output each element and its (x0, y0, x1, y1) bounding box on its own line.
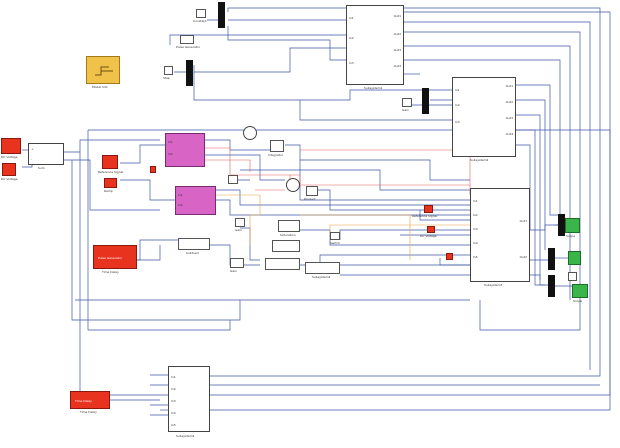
step-label-top: Step (163, 76, 170, 80)
gain-block-right[interactable] (568, 272, 577, 281)
small-red-block-1[interactable] (150, 166, 156, 173)
dc-voltage-label-right: DC Voltage (420, 234, 437, 238)
subsystem-2-block[interactable]: In1 In2 In3 Out1 Out2 Out3 Out4 (452, 77, 516, 157)
constant-block-mid[interactable] (228, 175, 238, 184)
gain-label-lower: Gain (230, 269, 237, 273)
step-label-red: Reference Signal (98, 170, 124, 174)
subsystem-small-block-1[interactable] (272, 240, 300, 252)
pulse-generator-block-red[interactable]: Pulse Generator (93, 245, 137, 269)
pulse-generator-block[interactable] (180, 35, 194, 44)
ramp-block-red[interactable] (104, 178, 117, 188)
small-red-block-2[interactable] (424, 205, 433, 213)
model-info-label: Model Info (92, 85, 108, 89)
pid-controller-block-2[interactable]: In1 In2 (175, 186, 216, 215)
subsystem-3-block[interactable]: In1 In2 In3 In4 In5 Out1 Out2 (470, 188, 530, 282)
mux-block-6[interactable] (548, 275, 555, 297)
subsystem-2-label: Subsystem2 (470, 158, 489, 162)
dc-voltage-block-2[interactable] (2, 163, 16, 176)
mux-block-4[interactable] (558, 214, 565, 236)
constant-block-top[interactable] (196, 9, 206, 18)
time-delay-label-upper: Time Delay (102, 270, 119, 274)
subsystem-1-label: Subsystem1 (364, 86, 383, 90)
gain-label-mid: Gain (402, 108, 409, 112)
subsystem-3-label: Subsystem3 (484, 283, 503, 287)
step-block-red[interactable] (102, 155, 118, 169)
small-red-block-4[interactable] (446, 253, 453, 260)
pulse-generator-label: Pulse Generator (176, 45, 201, 49)
dc-voltage-label-1: DC Voltage (1, 155, 18, 159)
subsystem-4-block[interactable]: In1 In2 In3 In4 In5 (168, 366, 210, 432)
mux-block-2[interactable] (186, 60, 193, 86)
scope-block-2[interactable] (568, 251, 581, 265)
product-label: Product (304, 197, 316, 201)
model-info-block[interactable] (86, 56, 120, 84)
sum-label-left: Sum (38, 166, 45, 170)
sum-circle-block-2[interactable] (286, 178, 300, 192)
switch-label: Switch (330, 241, 340, 245)
scope-block-1[interactable] (565, 218, 580, 233)
scope-block-3[interactable] (572, 284, 588, 298)
gain-label-small: Gain (235, 228, 242, 232)
integrator-block[interactable] (270, 140, 284, 152)
saturation-label: Saturation (280, 233, 296, 237)
integrator-label: Integrator (268, 153, 284, 157)
time-delay-label: Time Delay (80, 410, 97, 414)
small-red-block-3[interactable] (427, 226, 435, 233)
reference-signal-label-right: Reference Signal (412, 214, 438, 218)
dc-voltage-block-1[interactable] (1, 138, 21, 154)
sum-block-left[interactable]: + - (28, 143, 64, 165)
subsystem-small-label: Subsystem4 (312, 275, 331, 279)
subtract-label: Subtract (186, 251, 199, 255)
time-delay-block[interactable]: Time Delay (70, 391, 110, 409)
sum-circle-block-1[interactable] (243, 126, 257, 140)
mux-block-1[interactable] (218, 2, 225, 28)
mux-block-5[interactable] (548, 248, 555, 270)
subsystem-small-block-2[interactable] (265, 258, 300, 270)
model-info-icon (87, 57, 121, 85)
gain-block-small[interactable] (235, 218, 245, 227)
ramp-label-red: Ramp (104, 189, 113, 193)
subsystem-4-label: Subsystem4 (176, 434, 195, 438)
dc-voltage-label-2: DC Voltage (1, 177, 18, 181)
scope-label-3: Scope (573, 299, 583, 303)
constant-label-top: Constant (193, 19, 207, 23)
switch-block[interactable] (330, 232, 340, 240)
scope-label-1: Scope (566, 234, 576, 238)
pid-controller-block-1[interactable]: In1 In2 (165, 133, 205, 167)
saturation-block[interactable] (278, 220, 300, 232)
mux-block-3[interactable] (422, 88, 429, 114)
gain-block-lower[interactable] (230, 258, 244, 268)
gain-block-mid[interactable] (402, 98, 412, 107)
product-block[interactable] (306, 186, 318, 196)
step-block-top[interactable] (164, 66, 173, 75)
subtract-block[interactable] (178, 238, 210, 250)
subsystem-small-block-3[interactable] (305, 262, 340, 274)
subsystem-1-block[interactable]: In1 In2 In3 Out1 Out2 Out3 Out4 (346, 5, 404, 85)
